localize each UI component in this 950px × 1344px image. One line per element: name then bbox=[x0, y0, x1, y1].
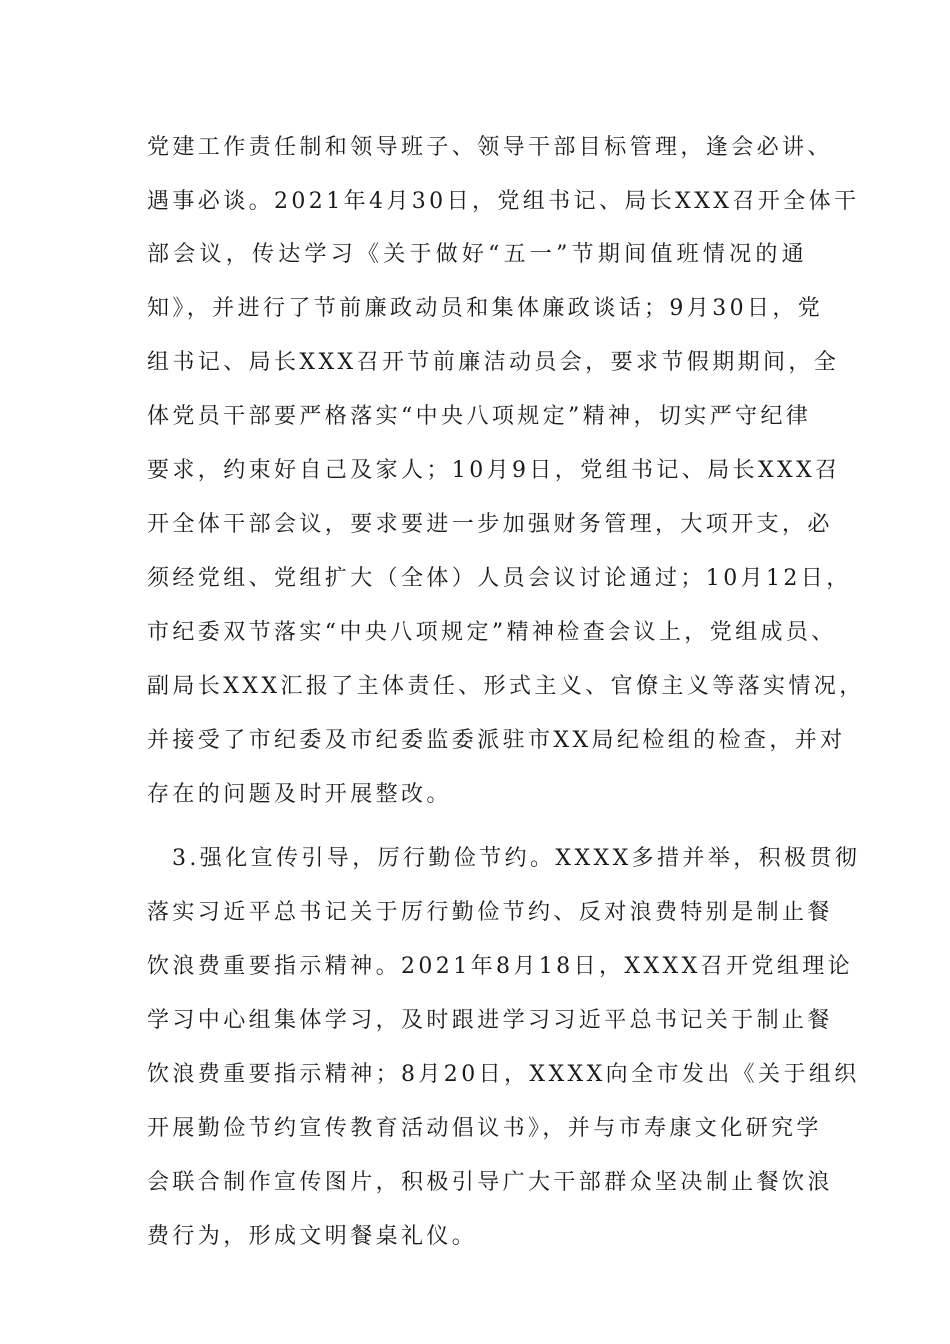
text-line: 党建工作责任制和领导班子、领导干部目标管理，逢会必讲、 bbox=[147, 135, 833, 160]
text-line: 落实习近平总书记关于厉行勤俭节约、反对浪费特别是制止餐 bbox=[147, 900, 833, 925]
text-line: 开展勤俭节约宣传教育活动倡议书》，并与市寿康文化研究学 bbox=[147, 1116, 822, 1141]
text-line: 知》，并进行了节前廉政动员和集体廉政谈话；9月30日，党 bbox=[147, 296, 824, 321]
text-line: 组书记、局长XXX召开节前廉洁动员会，要求节假期期间，全 bbox=[147, 350, 840, 375]
text-line: 须经党组、党组扩大（全体）人员会议讨论通过；10月12日， bbox=[147, 566, 852, 591]
text-line: 部会议，传达学习《关于做好“五一”节期间值班情况的通 bbox=[147, 242, 807, 267]
text-line: 费行为，形成文明餐桌礼仪。 bbox=[147, 1224, 478, 1249]
text-line: 市纪委双节落实“中央八项规定”精神检查会议上，党组成员、 bbox=[147, 620, 837, 645]
text-line: 学习中心组集体学习，及时跟进学习习近平总书记关于制止餐 bbox=[147, 1008, 833, 1033]
text-line: 开全体干部会议，要求要进一步加强财务管理，大项开支，必 bbox=[147, 512, 833, 537]
text-line: 并接受了市纪委及市纪委监委派驻市XX局纪检组的检查，并对 bbox=[147, 728, 846, 753]
text-line: 体党员干部要严格落实“中央八项规定”精神，切实严守纪律 bbox=[147, 404, 812, 429]
text-line: 3.强化宣传引导，厉行勤俭节约。XXXX多措并举，积极贯彻 bbox=[172, 846, 861, 871]
text-line: 遇事必谈。2021年4月30日，党组书记、局长XXX召开全体干 bbox=[147, 189, 860, 214]
text-line: 饮浪费重要指示精神；8月20日，XXXX向全市发出《关于组织 bbox=[147, 1062, 860, 1087]
text-line: 要求，约束好自己及家人；10月9日，党组书记、局长XXX召 bbox=[147, 458, 841, 483]
text-line: 会联合制作宣传图片，积极引导广大干部群众坚决制止餐饮浪 bbox=[147, 1170, 833, 1195]
text-line: 副局长XXX汇报了主体责任、形式主义、官僚主义等落实情况， bbox=[147, 674, 865, 699]
text-line: 饮浪费重要指示精神。2021年8月18日，XXXX召开党组理论 bbox=[147, 954, 854, 979]
text-line: 存在的问题及时开展整改。 bbox=[147, 782, 452, 807]
